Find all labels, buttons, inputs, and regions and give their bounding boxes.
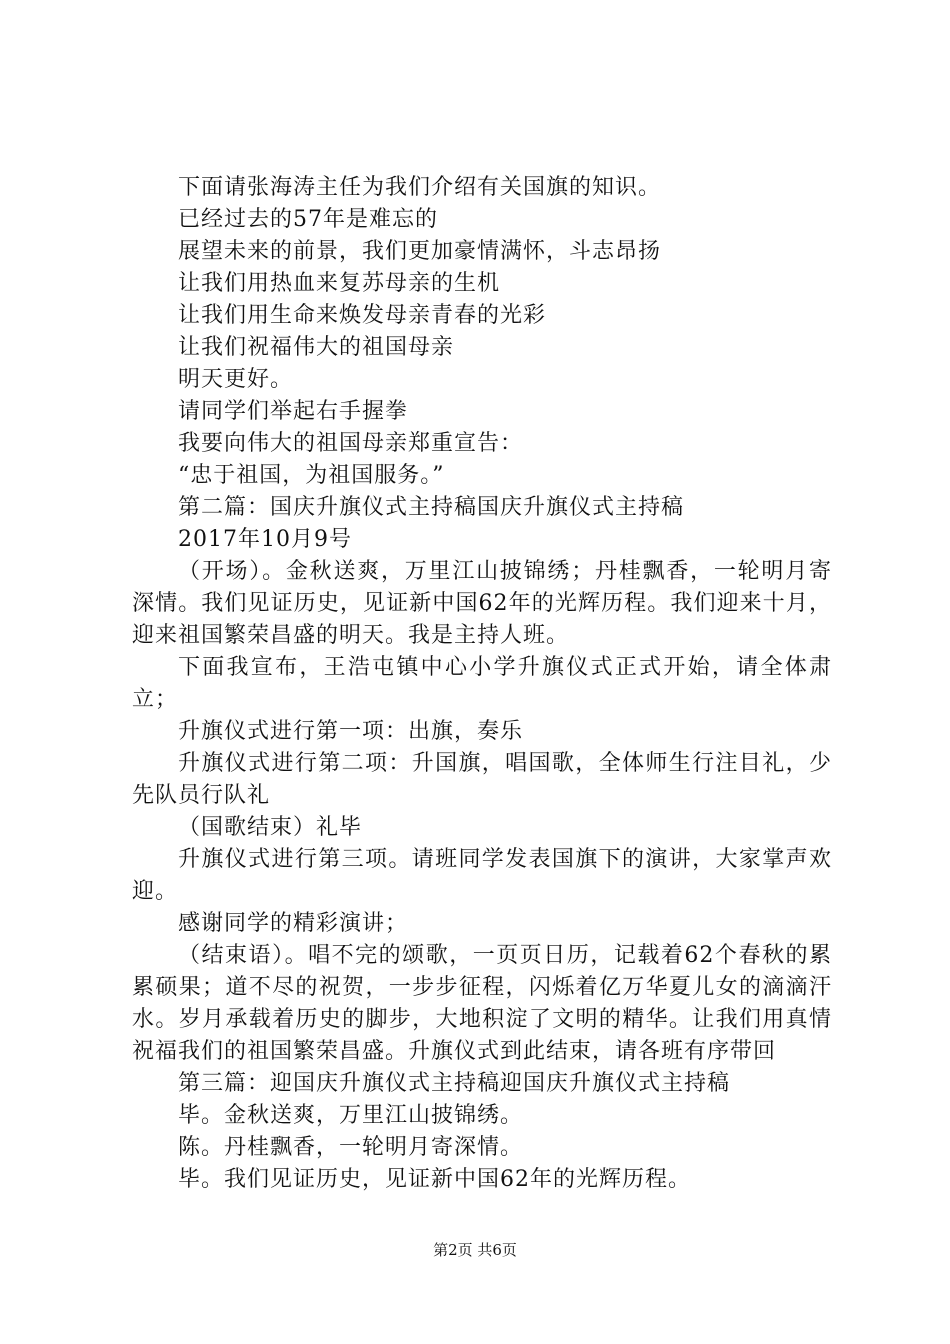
paragraph: 陈。丹桂飘香，一轮明月寄深情。 <box>178 1135 524 1160</box>
paragraph: （开场）。金秋送爽，万里江山披锦绣；丹桂飘香，一轮明月寄深情。我们见证历史，见证新中国62年的光辉历程。我们迎来十月，迎来祖国繁荣昌盛的明天。我是主持人班。 <box>132 559 832 648</box>
paragraph: 升旗仪式进行第一项：出旗，奏乐 <box>178 719 524 744</box>
paragraph: 升旗仪式进行第二项：升国旗，唱国歌，全体师生行注目礼，少先队员行队礼 <box>132 751 832 808</box>
section-heading: 第二篇：国庆升旗仪式主持稿国庆升旗仪式主持稿 <box>178 495 685 520</box>
date-line: 2017年10月9号 <box>178 527 352 552</box>
section-heading: 第三篇：迎国庆升旗仪式主持稿迎国庆升旗仪式主持稿 <box>178 1071 731 1096</box>
paragraph: 下面我宣布，王浩屯镇中心小学升旗仪式正式开始，请全体肃立； <box>132 655 832 712</box>
paragraph: 感谢同学的精彩演讲； <box>178 911 409 936</box>
paragraph: （结束语）。唱不完的颂歌，一页页日历，记载着62个春秋的累累硕果；道不尽的祝贺，一步步征程，闪烁着亿万华夏儿女的滴滴汗水。岁月承载着历史的脚步，大地积淀了文明的精华。让我们用真情祝福我们的祖国繁荣昌盛。升旗仪式到此结束，请各班有序带回 <box>132 943 832 1064</box>
paragraph: 请同学们举起右手握拳 <box>178 399 409 424</box>
paragraph: 展望未来的前景，我们更加豪情满怀，斗志昂扬 <box>178 239 662 264</box>
paragraph: “忠于祖国，为祖国服务。” <box>178 463 445 488</box>
paragraph: 让我们用生命来焕发母亲青春的光彩 <box>178 303 547 328</box>
paragraph: 毕。我们见证历史，见证新中国62年的光辉历程。 <box>178 1167 691 1192</box>
paragraph: 明天更好。 <box>178 367 294 392</box>
paragraph: 我要向伟大的祖国母亲郑重宣告： <box>178 431 524 456</box>
page-number-footer: 第2页 共6页 <box>433 1241 517 1259</box>
paragraph: 让我们祝福伟大的祖国母亲 <box>178 335 455 360</box>
document-body <box>132 172 832 1196</box>
paragraph: 下面请张海涛主任为我们介绍有关国旗的知识。 <box>178 175 662 200</box>
paragraph: 让我们用热血来复苏母亲的生机 <box>178 271 501 296</box>
paragraph: 升旗仪式进行第三项。请班同学发表国旗下的演讲，大家掌声欢迎。 <box>132 847 832 904</box>
paragraph: （国歌结束）礼毕 <box>178 815 363 840</box>
paragraph: 已经过去的57年是难忘的 <box>178 207 438 232</box>
paragraph: 毕。金秋送爽，万里江山披锦绣。 <box>178 1103 524 1128</box>
